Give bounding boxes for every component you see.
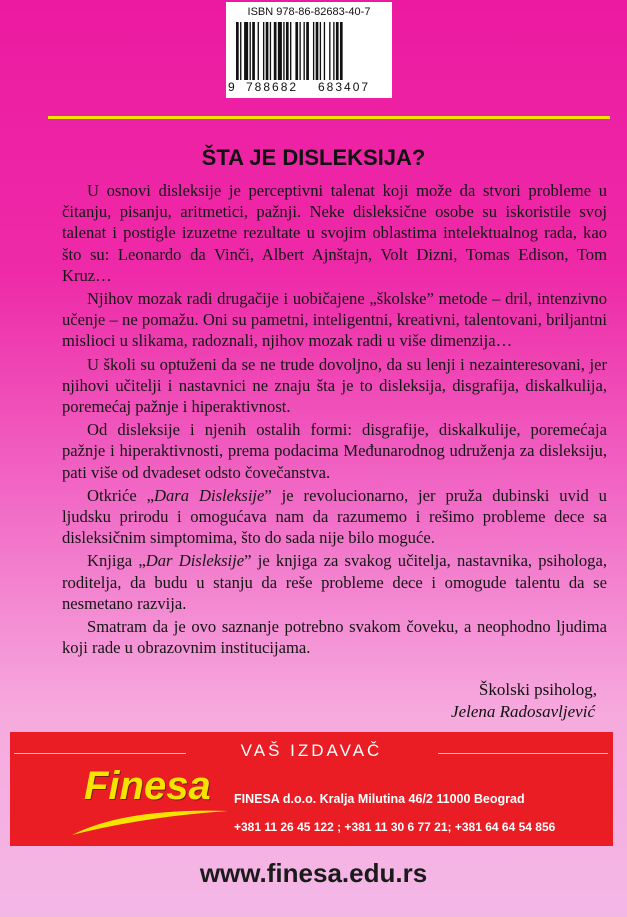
paragraph: Knjiga „Dar Disleksije” je knjiga za svakog učitelja, nastavnika, psihologa, roditelja, da budu u stanju da reše probleme dece i omogude talentu da se nesmetano razvija. [62,551,607,613]
barcode-bar [266,22,269,80]
publisher-phones: +381 11 26 45 122 ; +381 11 30 6 77 21; +381 64 64 54 856 [234,820,556,834]
paragraph: Otkriće „Dara Disleksije” je revolucionarno, jer pruža dubinski uvid u ljudsku prirodu i omogućava nam da razumemo i rešimo probleme dece sa disleksičnim simptomima, što do sada nije bilo moguće. [62,485,607,548]
book-title-italic: Dar Disleksije [145,551,245,571]
barcode-bar [304,22,305,80]
paragraph: U osnovi disleksije je perceptivni talenat koji može da stvori probleme u čitanju, pisanju, aritmetici, pažnji. Neke disleksične osobe su iskoristile svoj talenat i postigle izuzetne rezultate u svojim oblastima intelektualnog rada, kao što su: Leonardo da Vinči, Albert Ajnštajn, Volt Dizni, Tomas Edison, Tom Kruz… [62,181,607,285]
paragraph: Njihov mozak radi drugačije i uobičajene „školske” metode – dril, intenzivno učenje – ne pomažu. Oni su pametni, inteligentni, kreativni, talentovani, briljantni mislioci u slikama, radoznali, njihov mozak radi u više dimenzija… [62,289,607,351]
barcode-bar [295,22,298,80]
logo-swoosh-icon [70,805,230,839]
barcode-bar [306,22,309,80]
barcode-bar [278,22,282,80]
barcode-bar [329,22,330,80]
barcode-bar [286,22,289,80]
barcode-bar [290,22,291,80]
isbn-digit-prefix: 9 [228,80,235,94]
barcode-bar [258,22,259,80]
barcode-bar [336,22,339,80]
body-text [62,180,607,660]
barcode-bar [263,22,264,80]
barcode-bar [274,22,277,80]
barcode-bar [270,22,271,80]
barcode-bar [313,22,314,80]
page-title: ŠTA JE DISLEKSIJA? [201,145,426,170]
publisher-header: VAŠ IZDAVAČ [240,741,383,760]
barcode-bar [320,22,321,80]
barcode-bar [240,22,241,80]
barcode-bar [324,22,325,80]
publisher-band [10,732,613,846]
finesa-logo: Finesa [84,764,211,808]
barcode-bars [236,22,382,80]
paragraph: U školi su optuženi da se ne trude dovoljno, da su lenji i nezainteresovani, jer njihovi učitelji i nastavnici ne znaju šta je to disleksija, disgrafija, diskalkulija, poremećaj pažnje i hiperaktivnost. [62,354,607,417]
barcode-bar [316,22,319,80]
paragraph: Smatram da je ovo saznanje potrebno svakom čoveku, a neophodno ljudima koji rade u obrazovnim institucijama. [62,617,607,658]
barcode-bar [252,22,255,80]
book-title-italic: Dara Disleksije [154,485,265,505]
barcode-bar [283,22,284,80]
isbn-digit-group-2: 683407 [318,80,371,94]
isbn-label: ISBN 978-86-82683-40-7 [247,6,371,18]
barcode-bar [340,22,343,80]
barcode-bar [244,22,248,80]
signature-role: Školski psiholog, [478,680,597,699]
paragraph: Od disleksije i njenih ostalih formi: disgrafije, diskalkulije, poremećaja pažnje i hiperaktivnosti, prema podacima Međunarodnog udruženja za disleksiju, pati više od dvadeset odsto čovečanstva. [62,420,607,482]
divider-line [48,116,610,119]
signature-name: Jelena Radosavljević [451,702,595,721]
barcode-bar [250,22,251,80]
publisher-address: FINESA d.o.o. Kralja Milutina 46/2 11000 Beograd [234,792,525,806]
barcode-bar [236,22,239,80]
barcode-bar [333,22,334,80]
website-link[interactable]: www.finesa.edu.rs [199,858,428,888]
barcode [226,2,392,98]
barcode-bar [299,22,300,80]
isbn-digit-group-1: 788682 [246,80,299,94]
